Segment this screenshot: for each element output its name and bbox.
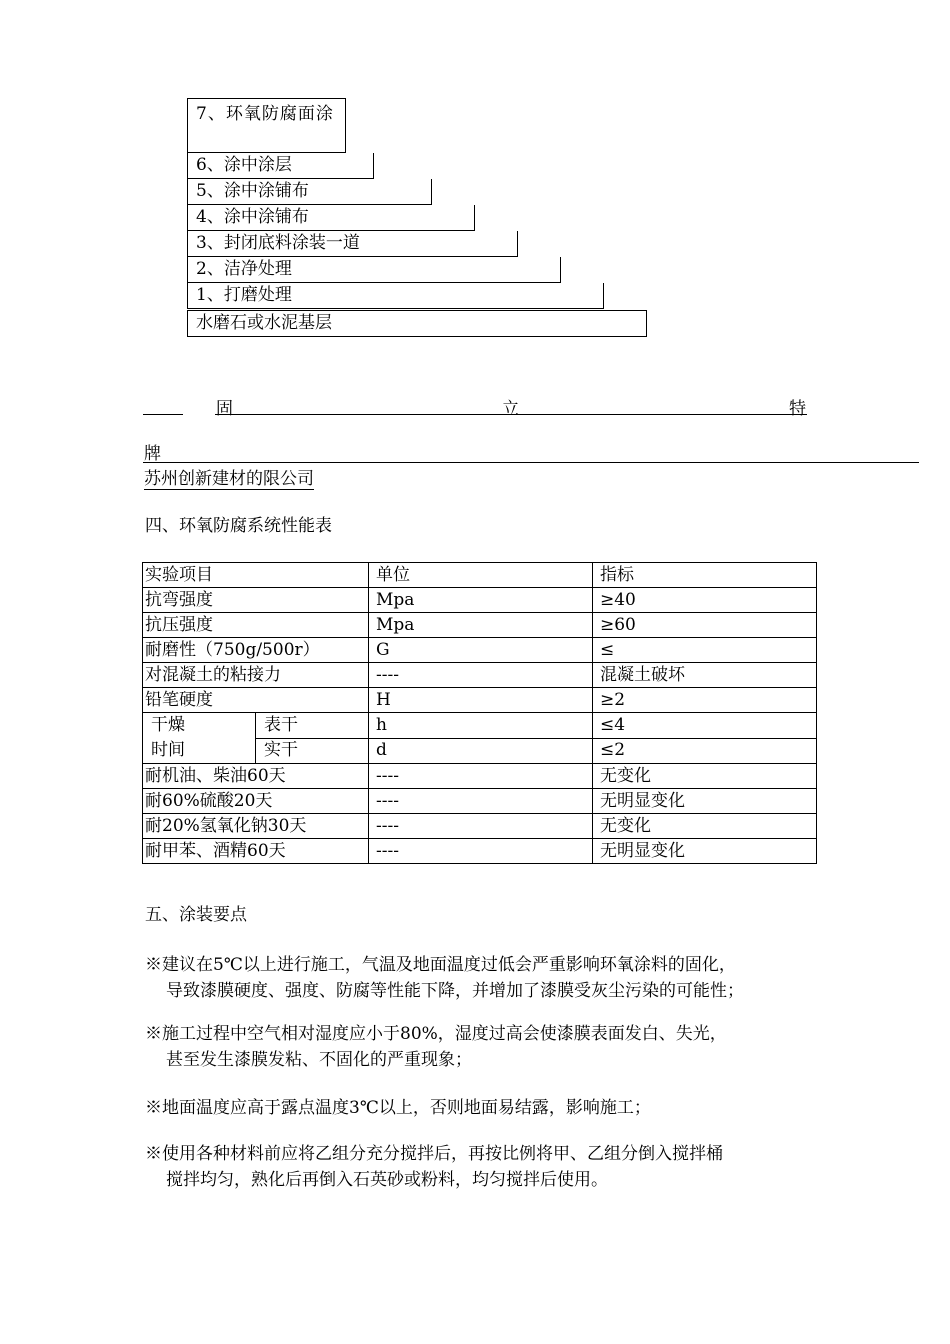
table-row [143,688,817,713]
item-cell: 对混凝土的粘接力 [143,663,369,688]
item-cell: 表干 [256,713,369,739]
layer-2-label: 2、洁净处理 [196,259,292,279]
section-5-title: 五、涂装要点 [145,905,247,925]
note-line: 导致漆膜硬度、强度、防腐等性能下降，并增加了漆膜受灰尘污染的可能性； [166,981,744,1001]
note-paragraph [145,1141,723,1193]
table-row [143,613,817,638]
table-row [143,764,817,789]
layer-6 [187,153,374,179]
note-line: ※建议在5℃以上进行施工，气温及地面温度过低会严重影响环氧涂料的固化， [145,955,736,975]
header-cell: 指标 [593,563,817,588]
item-cell: 耐20%氢氧化钠30天 [143,814,369,839]
item-cell: 耐甲苯、酒精60天 [143,839,369,864]
company-name: 苏州创新建材的限公司 [144,469,314,489]
dry-time-label [143,713,256,764]
value-cell: ≥2 [593,688,817,713]
table-row [143,638,817,663]
unit-cell: H [369,688,593,713]
table-row [143,663,817,688]
layer-2 [187,257,561,283]
table-row [143,713,817,739]
dry-time-line1: 干燥 [151,715,185,735]
layer-base [187,310,647,337]
header-cell: 单位 [369,563,593,588]
layer-base-label: 水磨石或水泥基层 [196,313,332,333]
table-row [143,588,817,613]
value-cell: ≥60 [593,613,817,638]
table-row [143,814,817,839]
layer-7-label: 7、环氧防腐面涂 [196,104,334,124]
table-header-row [143,563,817,588]
unit-cell: ---- [369,789,593,814]
unit-cell: Mpa [369,588,593,613]
layer-3 [187,231,518,257]
value-cell: 无变化 [593,764,817,789]
note-line: ※使用各种材料前应将乙组分充分搅拌后，再按比例将甲、乙组分倒入搅拌桶 [145,1144,723,1164]
unit-cell: ---- [369,663,593,688]
unit-cell: G [369,638,593,663]
dry-time-line2: 时间 [151,740,185,760]
layer-1-label: 1、打磨处理 [196,285,292,305]
layer-7 [187,98,346,153]
value-cell: ≥40 [593,588,817,613]
brand-char: 固 [216,399,233,419]
value-cell: 无明显变化 [593,839,817,864]
note-line: ※地面温度应高于露点温度3℃以上，否则地面易结露，影响施工； [145,1098,651,1118]
item-cell: 耐机油、柴油60天 [143,764,369,789]
item-cell: 铅笔硬度 [143,688,369,713]
value-cell: ≤4 [593,713,817,739]
layer-3-label: 3、封闭底料涂装一道 [196,233,360,253]
performance-table [142,562,817,864]
item-cell: 耐磨性（750g/500r） [143,638,369,663]
brand-char: 立 [502,399,519,419]
note-paragraph [145,1095,651,1121]
layer-4 [187,205,475,231]
note-line: 搅拌均匀，熟化后再倒入石英砂或粉料，均匀搅拌后使用。 [166,1170,608,1190]
note-line: 甚至发生漆膜发粘、不固化的严重现象； [166,1050,472,1070]
unit-cell: ---- [369,814,593,839]
note-line: ※施工过程中空气相对湿度应小于80%，湿度过高会使漆膜表面发白、失光， [145,1024,727,1044]
layer-5-label: 5、涂中涂铺布 [196,181,309,201]
unit-cell: ---- [369,764,593,789]
value-cell: ≤ [593,638,817,663]
note-paragraph [145,1021,727,1073]
table-row [143,789,817,814]
brand-char: 牌 [144,444,161,464]
unit-cell: ---- [369,839,593,864]
value-cell: 混凝土破坏 [593,663,817,688]
item-cell: 耐60%硫酸20天 [143,789,369,814]
layer-1 [187,283,604,309]
item-cell: 抗弯强度 [143,588,369,613]
layer-4-label: 4、涂中涂铺布 [196,207,309,227]
brand-char: 特 [789,399,806,419]
underline [143,414,183,415]
section-4-title: 四、环氧防腐系统性能表 [145,516,332,536]
item-cell: 抗压强度 [143,613,369,638]
underline [143,462,919,463]
table-row [143,839,817,864]
value-cell: 无明显变化 [593,789,817,814]
unit-cell: Mpa [369,613,593,638]
layer-5 [187,179,432,205]
value-cell: ≤2 [593,738,817,764]
value-cell: 无变化 [593,814,817,839]
layer-6-label: 6、涂中涂层 [196,155,292,175]
unit-cell: h [369,713,593,739]
note-paragraph [145,952,744,1004]
header-cell: 实验项目 [143,563,369,588]
item-cell: 实干 [256,738,369,764]
unit-cell: d [369,738,593,764]
